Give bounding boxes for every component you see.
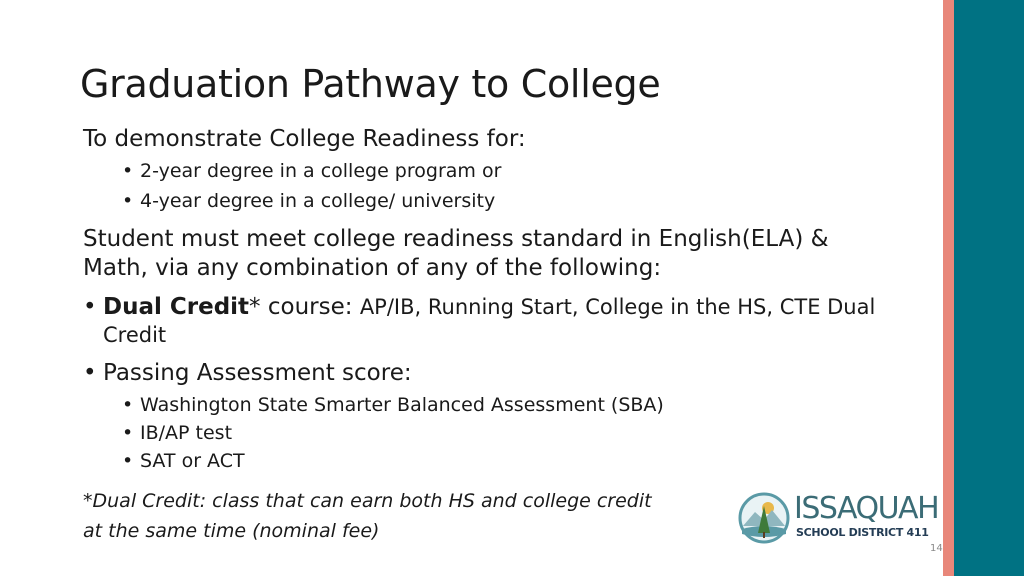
bullet: • (122, 422, 134, 444)
bullet: • (122, 190, 134, 212)
assessment-option-text: IB/AP test (140, 422, 233, 444)
footnote: at the same time (nominal fee) (83, 520, 380, 542)
asterisk: * (249, 294, 261, 320)
course-text: course: (260, 294, 360, 320)
degree-item (122, 188, 496, 214)
footnote: *Dual Credit: class that can earn both HS and college credit (83, 490, 652, 512)
bullet: • (122, 450, 134, 472)
intro-text: To demonstrate College Readiness for: (83, 126, 526, 152)
dual-credit-options: AP/IB, Running Start, College in the HS, CTE Dual (359, 295, 876, 319)
degree-item (122, 158, 502, 184)
bullet: • (122, 394, 134, 416)
assessment-item (83, 359, 412, 388)
requirement-text: Math, via any combination of any of the following: (83, 255, 662, 281)
assessment-option-text: SAT or ACT (140, 450, 245, 472)
requirement-text: Student must meet college readiness standard in English(ELA) & (83, 226, 829, 252)
assessment-option-text: Washington State Smarter Balanced Assessment (SBA) (140, 394, 664, 416)
side-stripe-accent (943, 0, 954, 576)
district-logo-name: ISSAQUAH (794, 491, 939, 526)
degree-text: 2-year degree in a college program or (140, 160, 502, 182)
assessment-option (122, 420, 233, 446)
side-stripe (954, 0, 1024, 576)
dual-credit-item (83, 293, 875, 322)
slide-title: Graduation Pathway to College (80, 62, 661, 106)
assessment-option (122, 392, 664, 418)
degree-text: 4-year degree in a college/ university (140, 190, 496, 212)
page-number: 14 (930, 543, 943, 554)
bullet: • (83, 294, 97, 320)
bullet: • (122, 160, 134, 182)
bullet: • (83, 360, 97, 386)
dual-credit-options-continued: Credit (103, 323, 167, 347)
assessment-option (122, 448, 245, 474)
assessment-label: Passing Assessment score: (103, 360, 412, 386)
district-logo-subtitle: SCHOOL DISTRICT 411 (796, 526, 929, 539)
dual-credit-label: Dual Credit (103, 294, 250, 320)
